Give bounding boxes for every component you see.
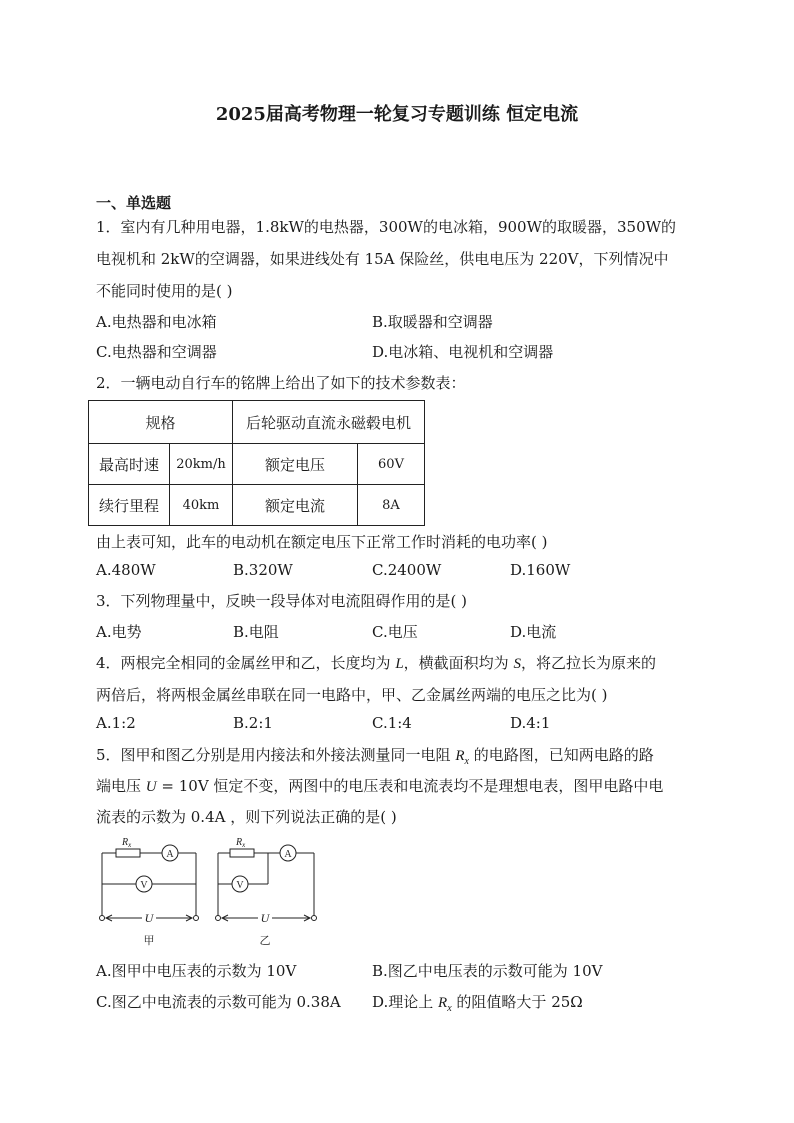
u-label-right: U <box>260 911 270 925</box>
q5-option-d-symbol-r: R <box>438 995 448 1011</box>
q5-text: 5．图甲和图乙分别是用内接法和外接法测量同一电阻 <box>96 746 456 764</box>
spec-cell: 8A <box>358 485 425 526</box>
voltmeter-label-right: V <box>236 880 244 891</box>
q4-option-c: C.1:4 <box>372 714 412 732</box>
q3-option-c: C.电压 <box>372 623 418 641</box>
u-label-left: U <box>144 911 154 925</box>
q5-line2 <box>96 775 663 796</box>
q4-option-b: B.2:1 <box>233 714 273 732</box>
q2-option-a: A.480W <box>96 561 156 579</box>
q4-text: 4．两根完全相同的金属丝甲和乙，长度均为 <box>96 654 396 672</box>
q5-text: = 10V 恒定不变，两图中的电压表和电流表均不是理想电表，图甲电路中电 <box>156 777 664 795</box>
resistor-rx-right <box>230 849 254 857</box>
q5-symbol-r: R <box>455 748 465 764</box>
q5-option-d-symbol-x: x <box>447 1003 452 1014</box>
spec-cell: 最高时速 <box>89 444 170 485</box>
spec-header-left: 规格 <box>89 401 233 444</box>
spec-header-right: 后轮驱动直流永磁毂电机 <box>233 401 425 444</box>
rx-label-left: $R_x$ <box>122 837 132 849</box>
q3-option-d: D.电流 <box>510 623 557 641</box>
spec-cell: 60V <box>358 444 425 485</box>
q4-option-d: D.4:1 <box>510 714 551 732</box>
q1-option-b: B.取暖器和空调器 <box>372 313 493 331</box>
spec-cell: 额定电流 <box>233 485 358 526</box>
spec-table <box>88 400 425 526</box>
q4-symbol-l: L <box>395 656 404 672</box>
q5-option-d-text: 的阻值略大于 25Ω <box>451 993 583 1011</box>
spec-cell: 续行里程 <box>89 485 170 526</box>
q4-line2: 两倍后，将两根金属丝串联在同一电路中，甲、乙金属丝两端的电压之比为( ) <box>96 686 608 704</box>
q5-option-b: B.图乙中电压表的示数可能为 10V <box>372 962 603 980</box>
q1-line2: 电视机和 2kW的空调器，如果进线处有 15A 保险丝，供电电压为 220V，下列情况中 <box>96 250 669 268</box>
q1-option-a: A.电热器和电冰箱 <box>96 313 217 331</box>
q1-line3: 不能同时使用的是( ) <box>96 282 233 300</box>
q5-text: 端电压 <box>96 777 146 795</box>
q5-option-c: C.图乙中电流表的示数可能为 0.38A <box>96 993 341 1011</box>
q5-symbol-u: U <box>145 779 157 795</box>
q4-line1 <box>96 652 656 673</box>
q4-text: ，将乙拉长为原来的 <box>520 654 656 672</box>
q3-option-a: A.电势 <box>96 623 142 641</box>
resistor-rx-left <box>116 849 140 857</box>
q2-option-b: B.320W <box>233 561 293 579</box>
q3-stem: 3．下列物理量中，反映一段导体对电流阻碍作用的是( ) <box>96 592 468 610</box>
q5-symbol-x: x <box>464 756 469 767</box>
q5-option-d-text: D.理论上 <box>372 993 439 1011</box>
q5-option-d <box>372 991 583 1014</box>
ammeter-label-left: A <box>166 849 174 860</box>
page-title: 2025届高考物理一轮复习专题训练 恒定电流 <box>215 104 579 125</box>
q3-option-b: B.电阻 <box>233 623 279 641</box>
voltmeter-label-left: V <box>140 880 148 891</box>
q4-option-a: A.1:2 <box>96 714 136 732</box>
ammeter-label-right: A <box>284 849 292 860</box>
q5-line1 <box>96 744 654 767</box>
q2-stem: 2．一辆电动自行车的铭牌上给出了如下的技术参数表： <box>96 374 466 392</box>
q2-option-d: D.160W <box>510 561 571 579</box>
q4-symbol-s: S <box>513 656 521 672</box>
q5-text: 的电路图，已知两电路的路 <box>468 746 654 764</box>
caption-yi: 乙 <box>259 934 271 947</box>
section-heading: 一、单选题 <box>96 194 172 212</box>
caption-jia: 甲 <box>143 934 155 947</box>
q2-option-c: C.2400W <box>372 561 442 579</box>
q1-option-d: D.电冰箱、电视机和空调器 <box>372 343 554 361</box>
q4-text: ，横截面积均为 <box>403 654 514 672</box>
q1-option-c: C.电热器和空调器 <box>96 343 217 361</box>
spec-cell: 40km <box>170 485 233 526</box>
q5-line3: 流表的示数为 0.4A ，则下列说法正确的是( ) <box>96 808 397 826</box>
q1-line1: 1．室内有几种用电器，1.8kW的电热器，300W的电冰箱，900W的取暖器，350W的 <box>96 218 677 236</box>
spec-cell: 20km/h <box>170 444 233 485</box>
q5-option-a: A.图甲中电压表的示数为 10V <box>96 962 297 980</box>
circuit-diagrams <box>92 832 332 950</box>
q2-question: 由上表可知，此车的电动机在额定电压下正常工作时消耗的电功率( ) <box>96 533 548 551</box>
spec-cell: 额定电压 <box>233 444 358 485</box>
rx-label-right: $R_x$ <box>236 837 246 849</box>
